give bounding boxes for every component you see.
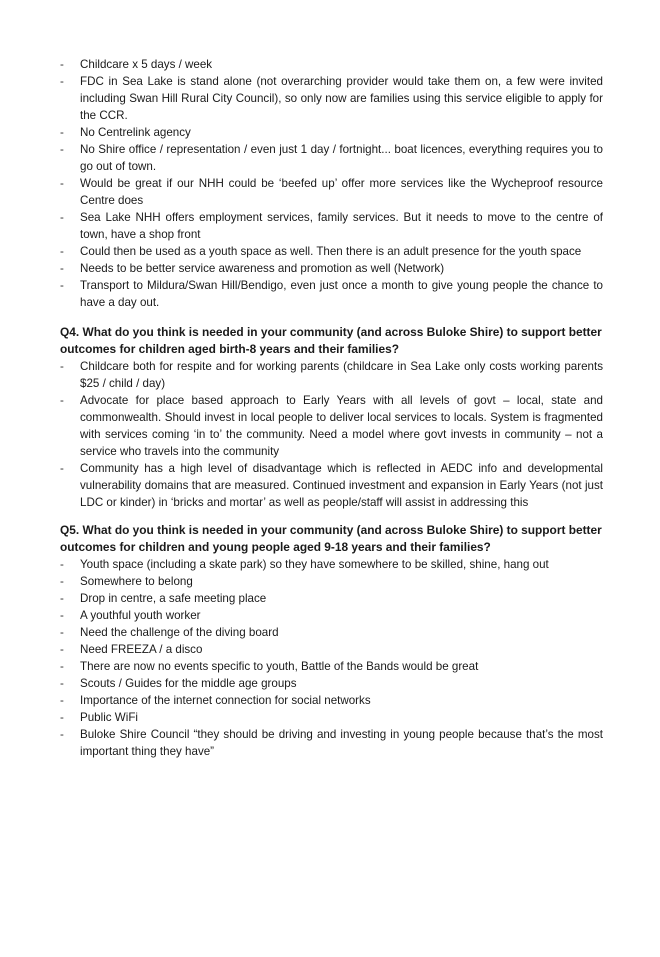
list-item: - Would be great if our NHH could be ‘beefed up’ offer more services like the Wycheproof resource Centre does	[60, 175, 603, 209]
list-item: - Childcare x 5 days / week	[60, 56, 603, 73]
list-item: - There are now no events specific to youth, Battle of the Bands would be great	[60, 658, 603, 675]
list-item: - Sea Lake NHH offers employment services, family services. But it needs to move to the centre of town, have a shop front	[60, 209, 603, 243]
list-item: - Buloke Shire Council “they should be driving and investing in young people because that’s the most important thing they have”	[60, 726, 603, 760]
list-item: - Somewhere to belong	[60, 573, 603, 590]
q4-heading: Q4. What do you think is needed in your community (and across Buloke Shire) to support better outcomes for children aged birth-8 years and their families?	[60, 325, 602, 356]
list-item: - No Centrelink agency	[60, 124, 603, 141]
list-item: - Community has a high level of disadvantage which is reflected in AEDC info and developmental vulnerability domains that are measured. Continued investment and expansion in Early Years (not just LDC or kinder) in ‘bricks and mortar’ as well as people/staff will assist in addressing this	[60, 460, 603, 511]
list-item: - Needs to be better service awareness and promotion as well (Network)	[60, 260, 603, 277]
q4-bullet-list	[60, 358, 603, 511]
list-item: - Public WiFi	[60, 709, 603, 726]
list-item: - Importance of the internet connection for social networks	[60, 692, 603, 709]
q5-heading: Q5. What do you think is needed in your community (and across Buloke Shire) to support better outcomes for children and young people aged 9-18 years and their families?	[60, 523, 602, 554]
list-item: - Need the challenge of the diving board	[60, 624, 603, 641]
list-item: - Drop in centre, a safe meeting place	[60, 590, 603, 607]
list-item: - Youth space (including a skate park) so they have somewhere to be skilled, shine, hang out	[60, 556, 603, 573]
list-item: - Need FREEZA / a disco	[60, 641, 603, 658]
list-item: - Childcare both for respite and for working parents (childcare in Sea Lake only costs working parents $25 / child / day)	[60, 358, 603, 392]
list-item: - Scouts / Guides for the middle age groups	[60, 675, 603, 692]
list-item: - Transport to Mildura/Swan Hill/Bendigo, even just once a month to give young people the chance to have a day out.	[60, 277, 603, 311]
list-item: - A youthful youth worker	[60, 607, 603, 624]
list-item: - No Shire office / representation / even just 1 day / fortnight... boat licences, everything requires you to go out of town.	[60, 141, 603, 175]
list-item: - Advocate for place based approach to Early Years with all levels of govt – local, state and commonwealth. Should invest in local people to deliver local services to locals. System is fragmented with services coming ‘in to’ the community. Need a model where govt invests in community – not a service who travels into the community	[60, 392, 603, 460]
list-item: - FDC in Sea Lake is stand alone (not overarching provider would take them on, a few were invited including Swan Hill Rural City Council), so only now are families using this service eligible to apply for the CCR.	[60, 73, 603, 124]
q3-bullet-list	[60, 56, 603, 311]
q5-bullet-list	[60, 556, 603, 760]
list-item: - Could then be used as a youth space as well. Then there is an adult presence for the youth space	[60, 243, 603, 260]
